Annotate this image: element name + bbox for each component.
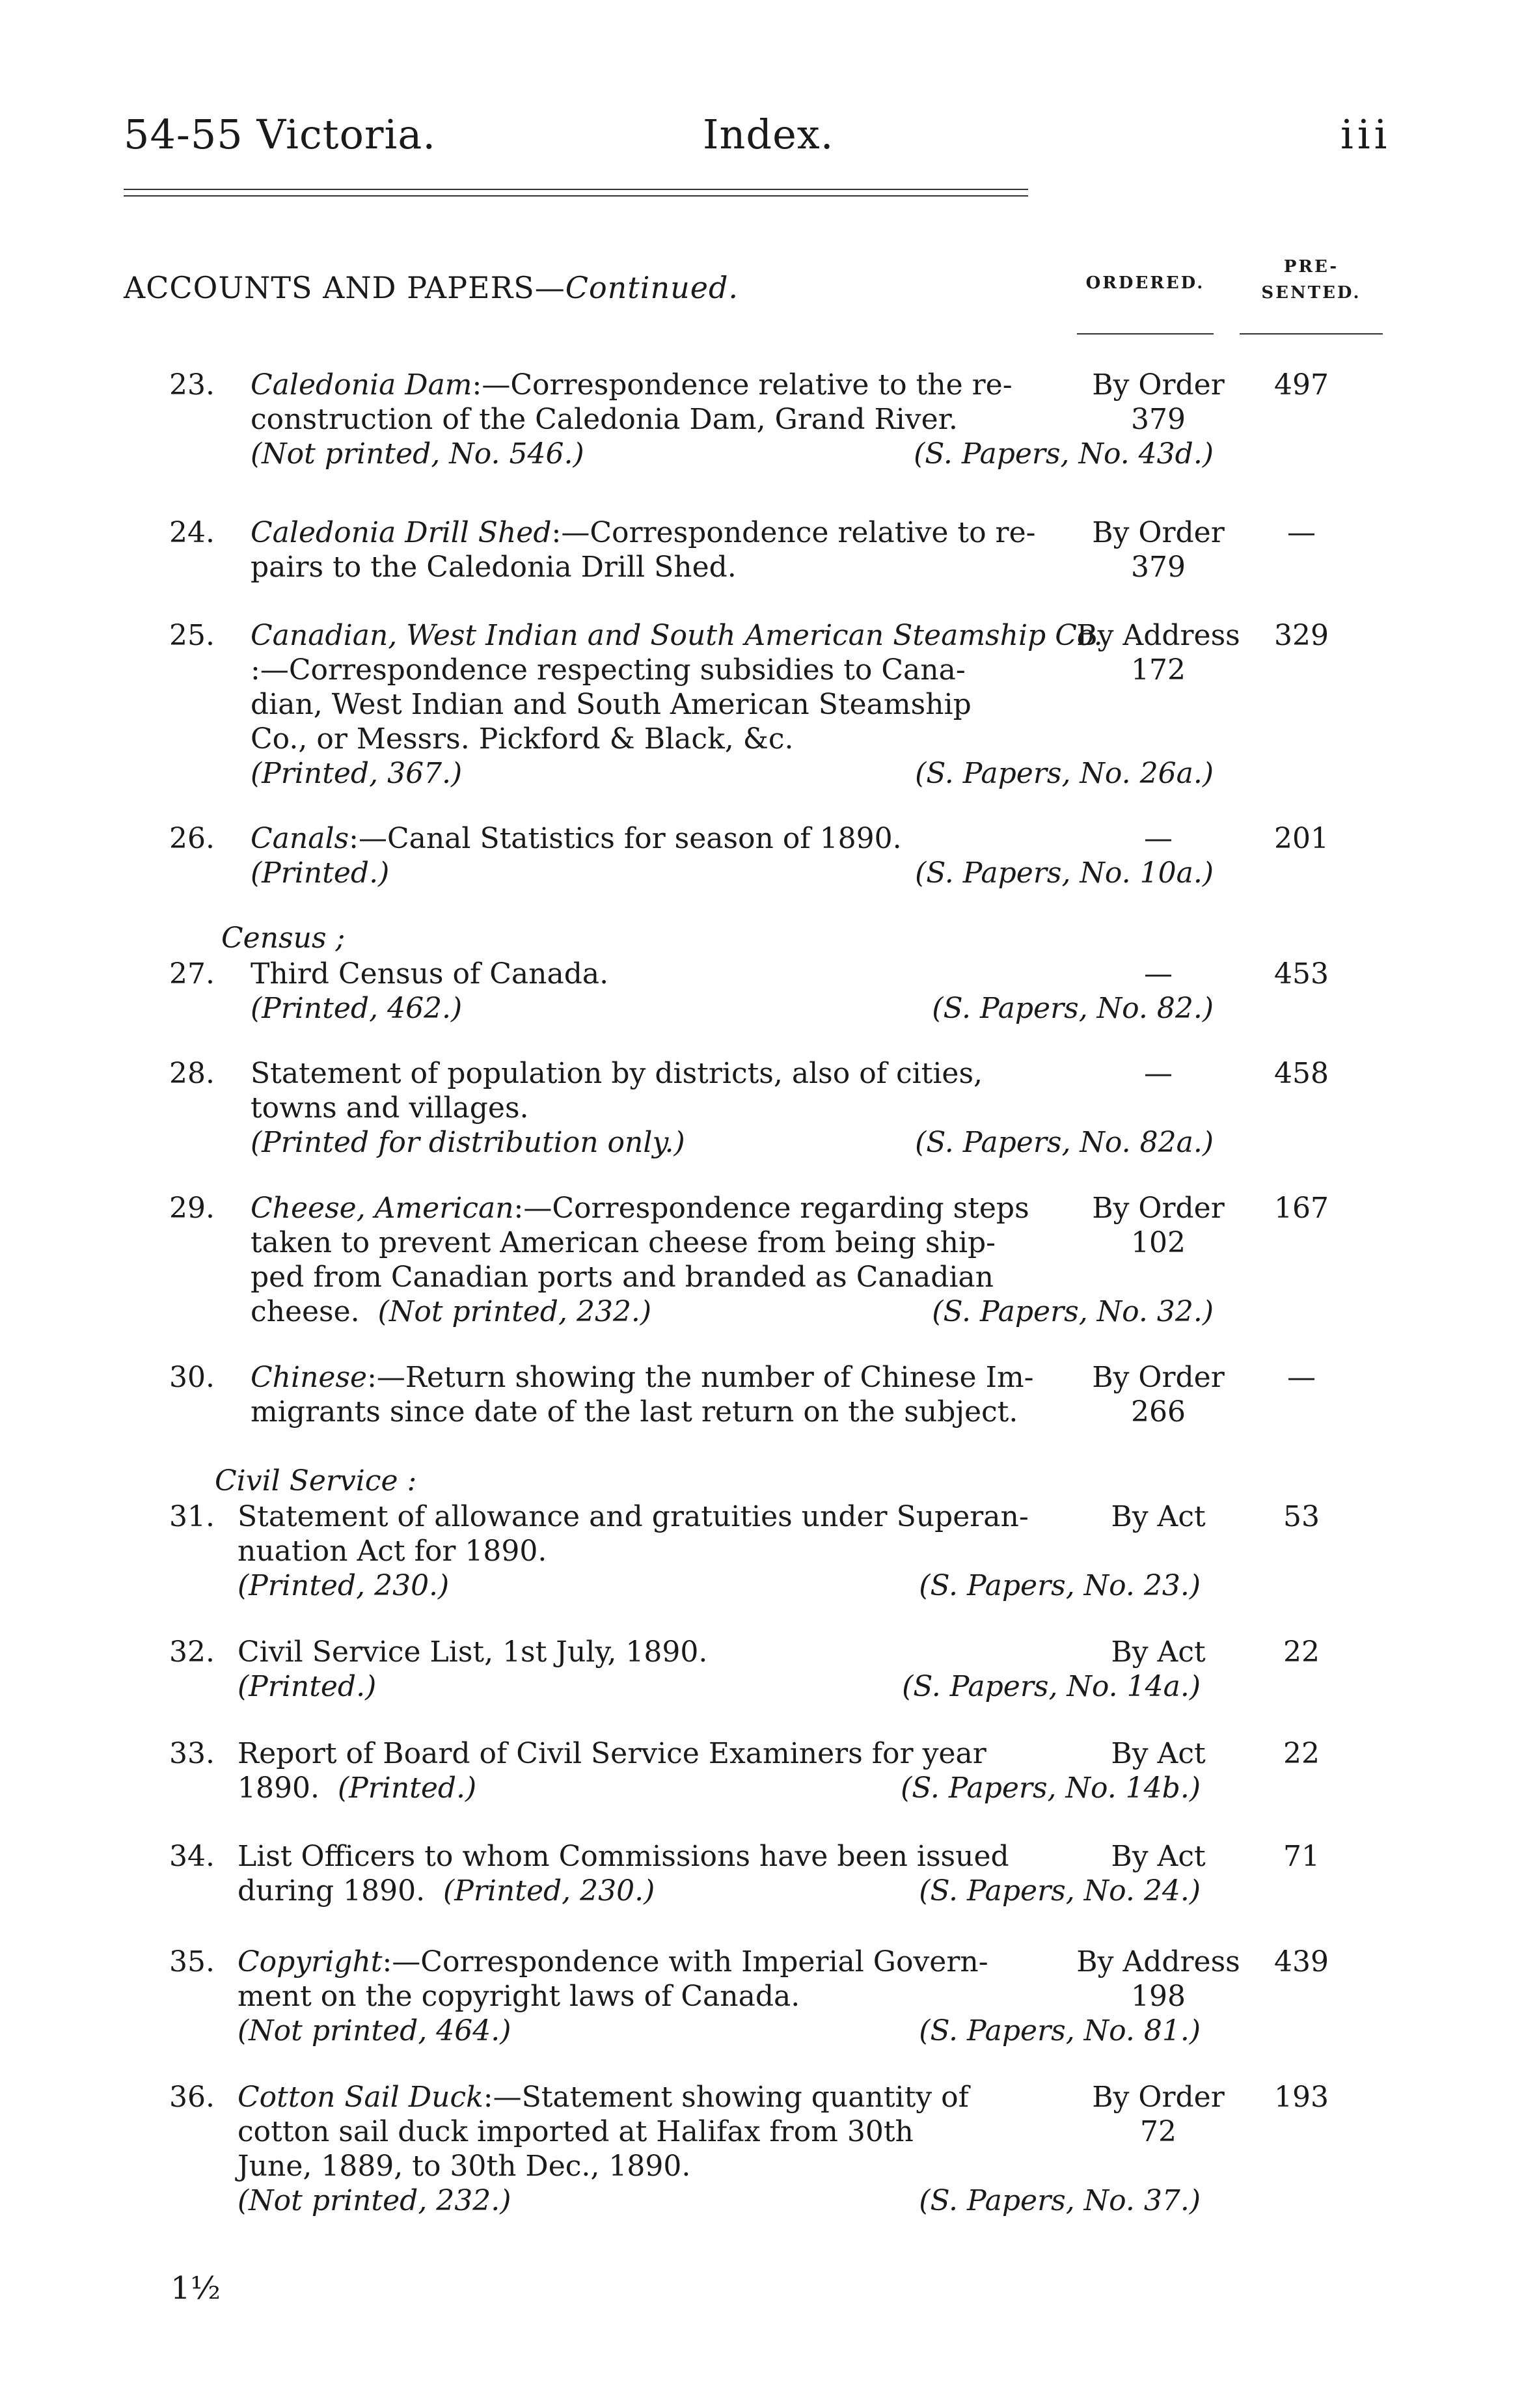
entry-subject: Caledonia Dam <box>251 368 472 402</box>
printed-status: (Printed, 230.) <box>238 1569 450 1602</box>
sessional-paper-ref: (S. Papers, No. 23.) <box>919 1569 1201 1602</box>
entry-body: List Officers to whom Commissions have been issued during 1890. (Printed, 230.) (S. Papers, No. 24.) <box>238 1840 1201 1908</box>
printed-status: (Printed, 230.) <box>443 1874 655 1908</box>
header-rule-top <box>124 189 1028 190</box>
entry-number: 25. <box>169 619 215 652</box>
entry-presented: 22 <box>1283 1635 1320 1669</box>
entry-body: Copyright:—Correspondence with Imperial Govern- ment on the copyright laws of Canada. (Not printed, 464.) (S. Papers, No. 81.) <box>238 1945 1201 2047</box>
sessional-paper-ref: (S. Papers, No. 81.) <box>919 2014 1201 2047</box>
entry-ordered: — <box>1144 1057 1173 1090</box>
entry-presented: 167 <box>1274 1192 1329 1225</box>
entry-presented: 439 <box>1274 1945 1329 1978</box>
entry-body: Caledonia Dam:—Correspondence relative to the re- construction of the Caledonia Dam, Grand River. (Not printed, No. 546.) (S. Papers, No. 43d.) <box>251 368 1214 471</box>
printed-status: (Not printed, 232.) <box>238 2184 511 2217</box>
entry-ordered: By Act <box>1111 1500 1206 1533</box>
entry-number: 31. <box>169 1500 215 1533</box>
entry-body: Cheese, American:—Correspondence regarding steps taken to prevent American cheese from being ship- ped from Canadian ports and branded as Canadian cheese. (Not printed, 232.) (S. Papers, No. 32.) <box>251 1192 1214 1328</box>
entry-ordered: By Order 379 <box>1092 516 1225 584</box>
entry-subject: Chinese <box>251 1361 368 1394</box>
entry-number: 26. <box>169 822 215 855</box>
entry-ordered: — <box>1144 957 1173 991</box>
running-head-title: Index. <box>703 111 834 158</box>
entry-body: Civil Service List, 1st July, 1890. (Printed.) (S. Papers, No. 14a.) <box>238 1635 1201 1703</box>
subhead-civil-service: Civil Service : <box>215 1464 417 1498</box>
printed-status: (Printed, 367.) <box>251 757 463 790</box>
section-title: ACCOUNTS AND PAPERS—Continued. <box>124 270 739 305</box>
printed-status: (Printed.) <box>337 1772 477 1805</box>
printed-status: (Not printed, 232.) <box>377 1295 652 1328</box>
printed-status: (Printed.) <box>251 856 390 890</box>
entry-ordered: By Address 172 <box>1076 619 1240 687</box>
page-number: iii <box>1340 111 1391 158</box>
subhead-census: Census ; <box>221 922 346 955</box>
entry-body: Third Census of Canada. (Printed, 462.) (S. Papers, No. 82.) <box>251 957 1214 1025</box>
entry-subject: Cheese, American <box>251 1192 514 1225</box>
entry-number: 35. <box>169 1945 215 1978</box>
entry-ordered: By Act <box>1111 1737 1206 1770</box>
sessional-paper-ref: (S. Papers, No. 26a.) <box>915 757 1214 790</box>
entry-number: 30. <box>169 1361 215 1394</box>
entry-presented: 22 <box>1283 1737 1320 1770</box>
entry-presented: 201 <box>1274 822 1329 855</box>
entry-ordered: By Act <box>1111 1840 1206 1873</box>
entry-body: Canals:—Canal Statistics for season of 1890. (Printed.) (S. Papers, No. 10a.) <box>251 822 1214 890</box>
printed-status: (Not printed, 464.) <box>238 2014 511 2047</box>
entry-presented: 329 <box>1274 619 1329 652</box>
entry-ordered: By Act <box>1111 1635 1206 1669</box>
printed-status: (Not printed, No. 546.) <box>251 437 584 471</box>
entry-subject: Copyright <box>238 1945 383 1978</box>
sessional-paper-ref: (S. Papers, No. 14b.) <box>901 1772 1201 1805</box>
entry-ordered: By Order 379 <box>1092 368 1225 436</box>
entry-presented: 193 <box>1274 2081 1329 2114</box>
entry-ordered: By Order 266 <box>1092 1361 1225 1429</box>
entry-body: Report of Board of Civil Service Examiners for year 1890. (Printed.) (S. Papers, No. 14b.) <box>238 1737 1201 1805</box>
column-header-presented: PRE- SENTED. <box>1261 257 1361 303</box>
entry-number: 24. <box>169 516 215 549</box>
printed-status: (Printed.) <box>238 1670 377 1703</box>
entry-ordered: By Order 72 <box>1092 2081 1225 2148</box>
sessional-paper-ref: (S. Papers, No. 82a.) <box>915 1126 1214 1159</box>
entry-subject: Canadian, West Indian and South American Steamship Co. <box>251 619 1103 652</box>
entry-presented: — <box>1287 516 1316 549</box>
entry-subject: Caledonia Drill Shed <box>251 516 552 549</box>
entry-body: Statement of population by districts, also of cities, towns and villages. (Printed for distribution only.) (S. Papers, No. 82a.) <box>251 1057 1214 1159</box>
entry-number: 34. <box>169 1840 215 1873</box>
entry-subject: Cotton Sail Duck <box>238 2081 483 2114</box>
entry-presented: 497 <box>1274 368 1329 402</box>
entry-number: 28. <box>169 1057 215 1090</box>
column-header-ordered: ORDERED. <box>1085 273 1205 293</box>
entry-presented: 458 <box>1274 1057 1329 1090</box>
entry-body: Chinese:—Return showing the number of Chinese Im- migrants since date of the last return on the subject. <box>251 1361 1034 1429</box>
entry-body: Statement of allowance and gratuities under Superan- nuation Act for 1890. (Printed, 230.) (S. Papers, No. 23.) <box>238 1500 1201 1602</box>
entry-number: 33. <box>169 1737 215 1770</box>
entry-body: Canadian, West Indian and South American Steamship Co. :—Correspondence respecting subsidies to Cana- dian, West Indian and South American Steamship Co., or Messrs. Pickford & Black, &c. (Printed, 367.) (S. Papers, No. 26a.) <box>251 619 1214 790</box>
printed-status: (Printed, 462.) <box>251 992 463 1025</box>
header-rule-bottom <box>124 195 1028 197</box>
entry-number: 23. <box>169 368 215 402</box>
entry-number: 32. <box>169 1635 215 1669</box>
sessional-paper-ref: (S. Papers, No. 10a.) <box>915 856 1214 890</box>
column-rule-ordered <box>1077 333 1214 335</box>
sessional-paper-ref: (S. Papers, No. 24.) <box>919 1874 1201 1908</box>
sessional-paper-ref: (S. Papers, No. 43d.) <box>914 437 1214 471</box>
sessional-paper-ref: (S. Papers, No. 14a.) <box>902 1670 1201 1703</box>
sessional-paper-ref: (S. Papers, No. 37.) <box>919 2184 1201 2217</box>
sessional-paper-ref: (S. Papers, No. 82.) <box>932 992 1214 1025</box>
printed-status: (Printed for distribution only.) <box>251 1126 685 1159</box>
entry-presented: 53 <box>1283 1500 1320 1533</box>
entry-number: 27. <box>169 957 215 991</box>
entry-presented: 453 <box>1274 957 1329 991</box>
entry-ordered: By Order 102 <box>1092 1192 1225 1259</box>
entry-subject: Canals <box>251 822 349 855</box>
entry-ordered: — <box>1144 822 1173 855</box>
entry-number: 29. <box>169 1192 215 1225</box>
running-head-volume: 54-55 Victoria. <box>124 111 437 158</box>
entry-body: Cotton Sail Duck:—Statement showing quantity of cotton sail duck imported at Halifax from 30th June, 1889, to 30th Dec., 1890. (Not printed, 232.) (S. Papers, No. 37.) <box>238 2081 1201 2217</box>
sessional-paper-ref: (S. Papers, No. 32.) <box>932 1295 1214 1328</box>
entry-number: 36. <box>169 2081 215 2114</box>
entry-presented: — <box>1287 1361 1316 1394</box>
entry-presented: 71 <box>1283 1840 1320 1873</box>
entry-body: Caledonia Drill Shed:—Correspondence relative to re- pairs to the Caledonia Drill Shed. <box>251 516 1036 584</box>
entry-ordered: By Address 198 <box>1076 1945 1240 2013</box>
column-rule-presented <box>1240 333 1383 335</box>
signature-mark: 1½ <box>170 2270 221 2306</box>
